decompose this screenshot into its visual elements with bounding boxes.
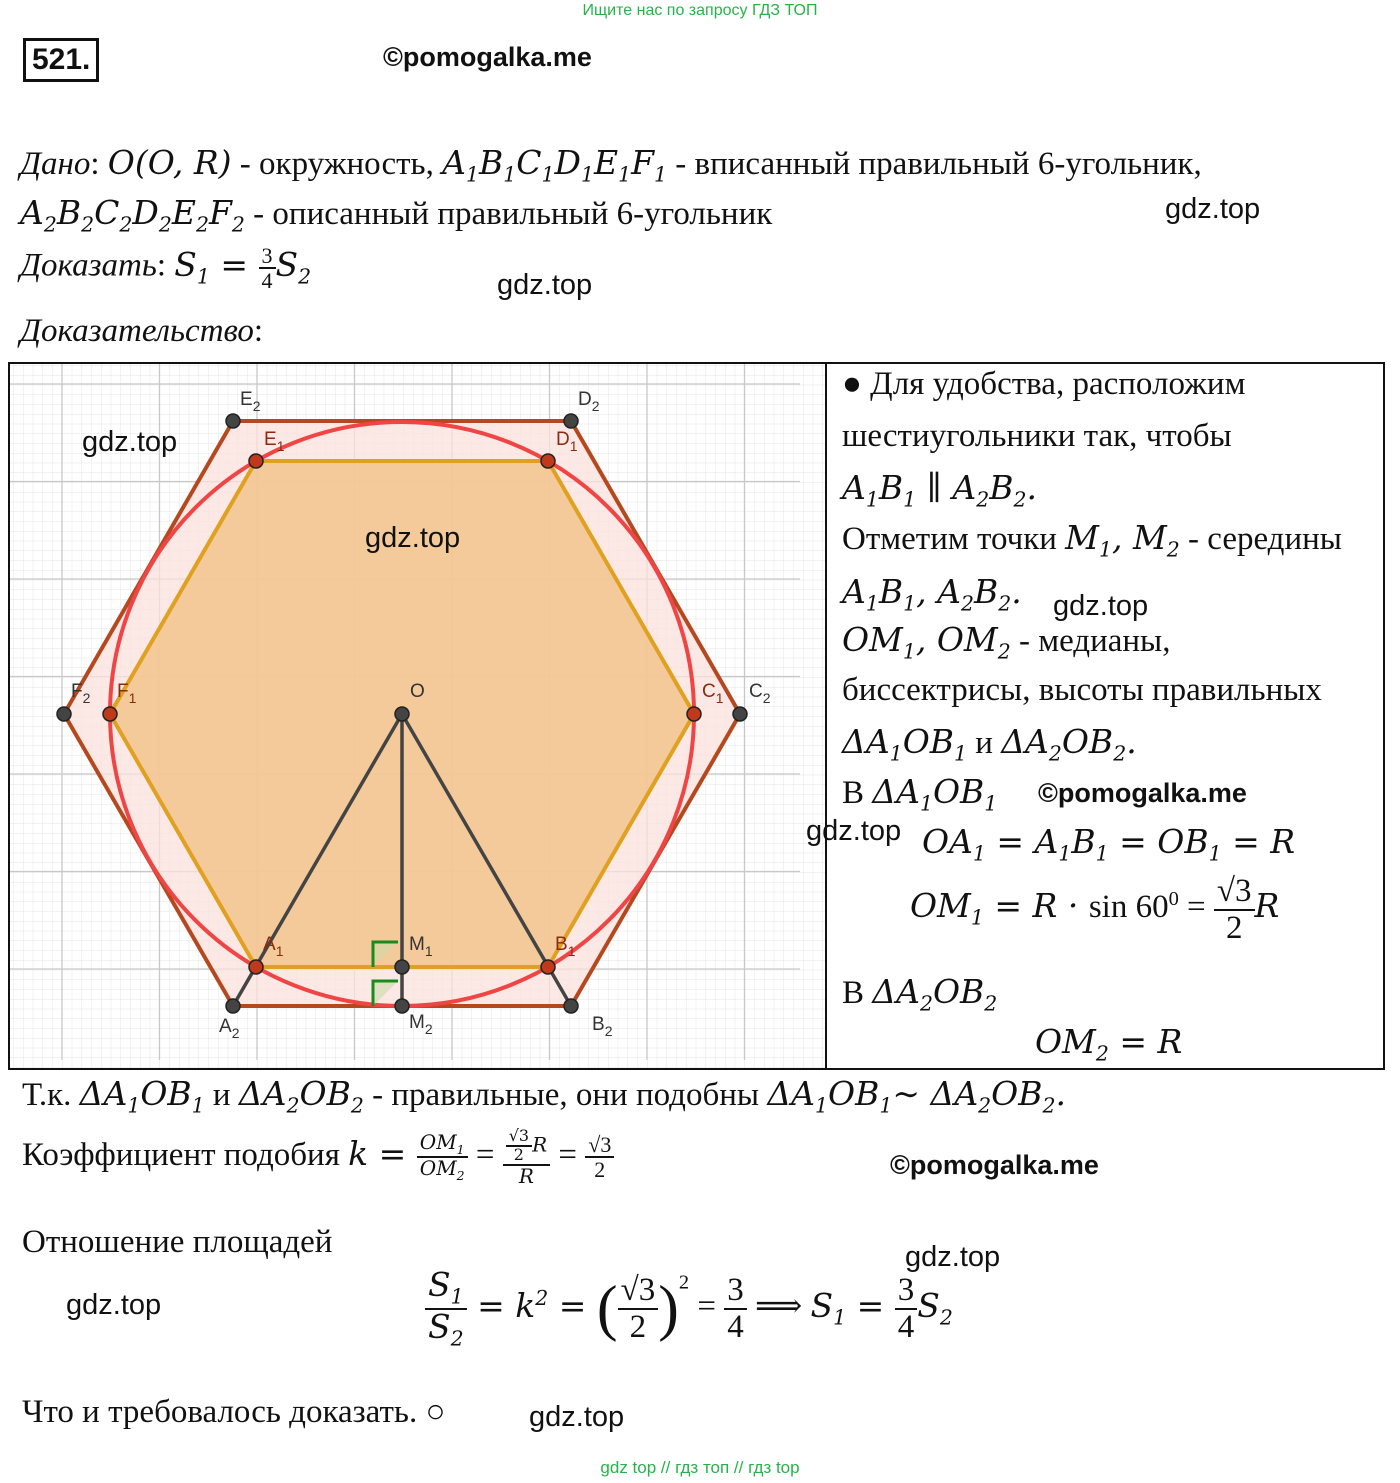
panel-line-9: В $\Delta A_1OB_1$: [842, 772, 998, 816]
label-C1: $C_1$: [702, 681, 724, 706]
coefficient-line: Коэффициент подобия k = $\frac{OM_1}{OM_2}$ = $\frac{√3}{2}$ R R = $\frac{√3}{2}$: [22, 1128, 614, 1187]
point-F2: [57, 707, 71, 721]
panel-line-6: $OM_1$, $OM_2$ - медианы,: [842, 620, 1171, 664]
label-F2: $F_2$: [71, 681, 91, 706]
label-B2: $B_2$: [592, 1014, 613, 1039]
label-E2: $E_2$: [240, 389, 261, 414]
point-C2: [733, 707, 747, 721]
gdz-watermark: gdz.top: [1165, 193, 1261, 225]
panel-line-1: ● Для удобства, расположим: [842, 366, 1246, 402]
point-A1: [249, 960, 263, 974]
conclusion-line-1: Т.к. $\Delta A_1OB_1$ и $\Delta A_2OB_2$ - правильные, они подобны $\Delta A_1OB_1\sim$ $\Delta A_2OB_2$.: [22, 1074, 1066, 1118]
final-line: Что и требовалось доказать. ○: [22, 1394, 446, 1430]
point-E2: [226, 414, 240, 428]
label-C2: $C_2$: [749, 681, 771, 706]
panel-segments: $A_1B_1$, $A_2B_2$.: [842, 572, 1022, 616]
area-ratio-equation: $\frac{S_1}{S_2}$ = $k^2$ = ( $\frac{√3}{2}$ )$^2$ = $\frac{3}{4}$ ⟹ $S_1$ = $\frac{3}{4}$ $S_2$: [425, 1268, 953, 1350]
label-M1: $M_1$: [409, 934, 433, 959]
top-banner[interactable]: Ищите нас по запросу ГДЗ ТОП: [582, 2, 818, 19]
ratio-label: Отношение площадей: [22, 1224, 333, 1260]
footer-links[interactable]: gdz top // гдз топ // гдз top: [600, 1458, 800, 1477]
given-text-1: - окружность,: [231, 146, 443, 182]
given-label: Дано: [20, 146, 91, 182]
label-B1: $B_1$: [555, 934, 576, 959]
point-A2: [226, 999, 240, 1013]
pomogalka-watermark: ©pomogalka.me: [890, 1150, 1099, 1180]
copyright-watermark: ©pomogalka.me: [383, 42, 592, 72]
gdz-watermark: gdz.top: [529, 1401, 625, 1433]
proof-line: Доказательство:: [20, 313, 264, 349]
label-E1: $E_1$: [264, 429, 285, 454]
point-C1: [687, 707, 701, 721]
problem-number: 521.: [23, 38, 99, 82]
circle-notation: O(O, R): [107, 143, 232, 182]
given-text-2: - вписанный правильный 6-угольник,: [667, 146, 1202, 182]
label-M2: $M_2$: [409, 1012, 433, 1037]
gdz-watermark: gdz.top: [82, 426, 178, 458]
frame-divider: [825, 362, 827, 1070]
point-D1: [541, 454, 555, 468]
given-line-1: Дано: O(O, R) - окружность, $A_1B_1C_1D_1E_1F_1$ - вписанный правильный 6-угольник,: [20, 143, 1202, 187]
pomogalka-watermark: ©pomogalka.me: [1038, 778, 1247, 808]
circumscribed-hexagon-name: $A_2B_2C_2D_2E_2F_2$: [20, 193, 245, 237]
prove-line: Доказать: $S_1$ = $\frac{3}{4}$ $S_2$: [20, 243, 312, 294]
point-B1: [541, 960, 555, 974]
label-D2: $D_2$: [578, 389, 600, 414]
point-M1: [395, 960, 409, 974]
gdz-watermark: gdz.top: [365, 522, 461, 554]
equation-om1: $OM_1 = R \cdot \sin 60^0$ = $\frac{√3}{2}$ R: [910, 873, 1280, 946]
proof-label: Доказательство: [20, 313, 254, 349]
equation-om2: $OM_2 = R$: [1035, 1022, 1183, 1066]
hexagon-figure: [10, 364, 825, 1068]
point-F1: [103, 707, 117, 721]
panel-line-8: $\Delta A_1OB_1$ и $\Delta A_2OB_2$.: [842, 722, 1137, 766]
gdz-watermark: gdz.top: [1053, 590, 1149, 622]
inscribed-hexagon-name: $A_1B_1C_1D_1E_1F_1$: [442, 143, 668, 187]
gdz-watermark: gdz.top: [66, 1289, 162, 1321]
panel-line-4: Отметим точки $M_1$, $M_2$ - середины: [842, 518, 1342, 562]
point-M2: [395, 999, 409, 1013]
panel-parallel: $A_1B_1$ ∥ $A_2B_2$.: [842, 468, 1037, 512]
equation-sides: $OA_1 = A_1B_1 = OB_1 = R$: [922, 822, 1296, 866]
point-E1: [249, 454, 263, 468]
point-B2: [564, 999, 578, 1013]
panel-line-10: В $\Delta A_2OB_2$: [842, 972, 998, 1016]
prove-label: Доказать: [20, 247, 157, 284]
label-A1: $A_1$: [263, 934, 284, 959]
gdz-watermark: gdz.top: [905, 1241, 1001, 1273]
label-A2: $A_2$: [219, 1016, 240, 1041]
point-O: [395, 707, 409, 721]
label-D1: $D_1$: [556, 429, 578, 454]
given-line-2: [20, 193, 772, 237]
gdz-watermark: gdz.top: [806, 815, 902, 847]
panel-line-2: шестиугольники так, чтобы: [842, 418, 1232, 454]
point-D2: [564, 414, 578, 428]
panel-line-7: биссектрисы, высоты правильных: [842, 672, 1322, 708]
label-F1: $F_1$: [117, 681, 137, 706]
given-text-3: - описанный правильный 6-угольник: [244, 196, 773, 232]
gdz-watermark: gdz.top: [497, 269, 593, 301]
label-O: O: [410, 681, 425, 702]
